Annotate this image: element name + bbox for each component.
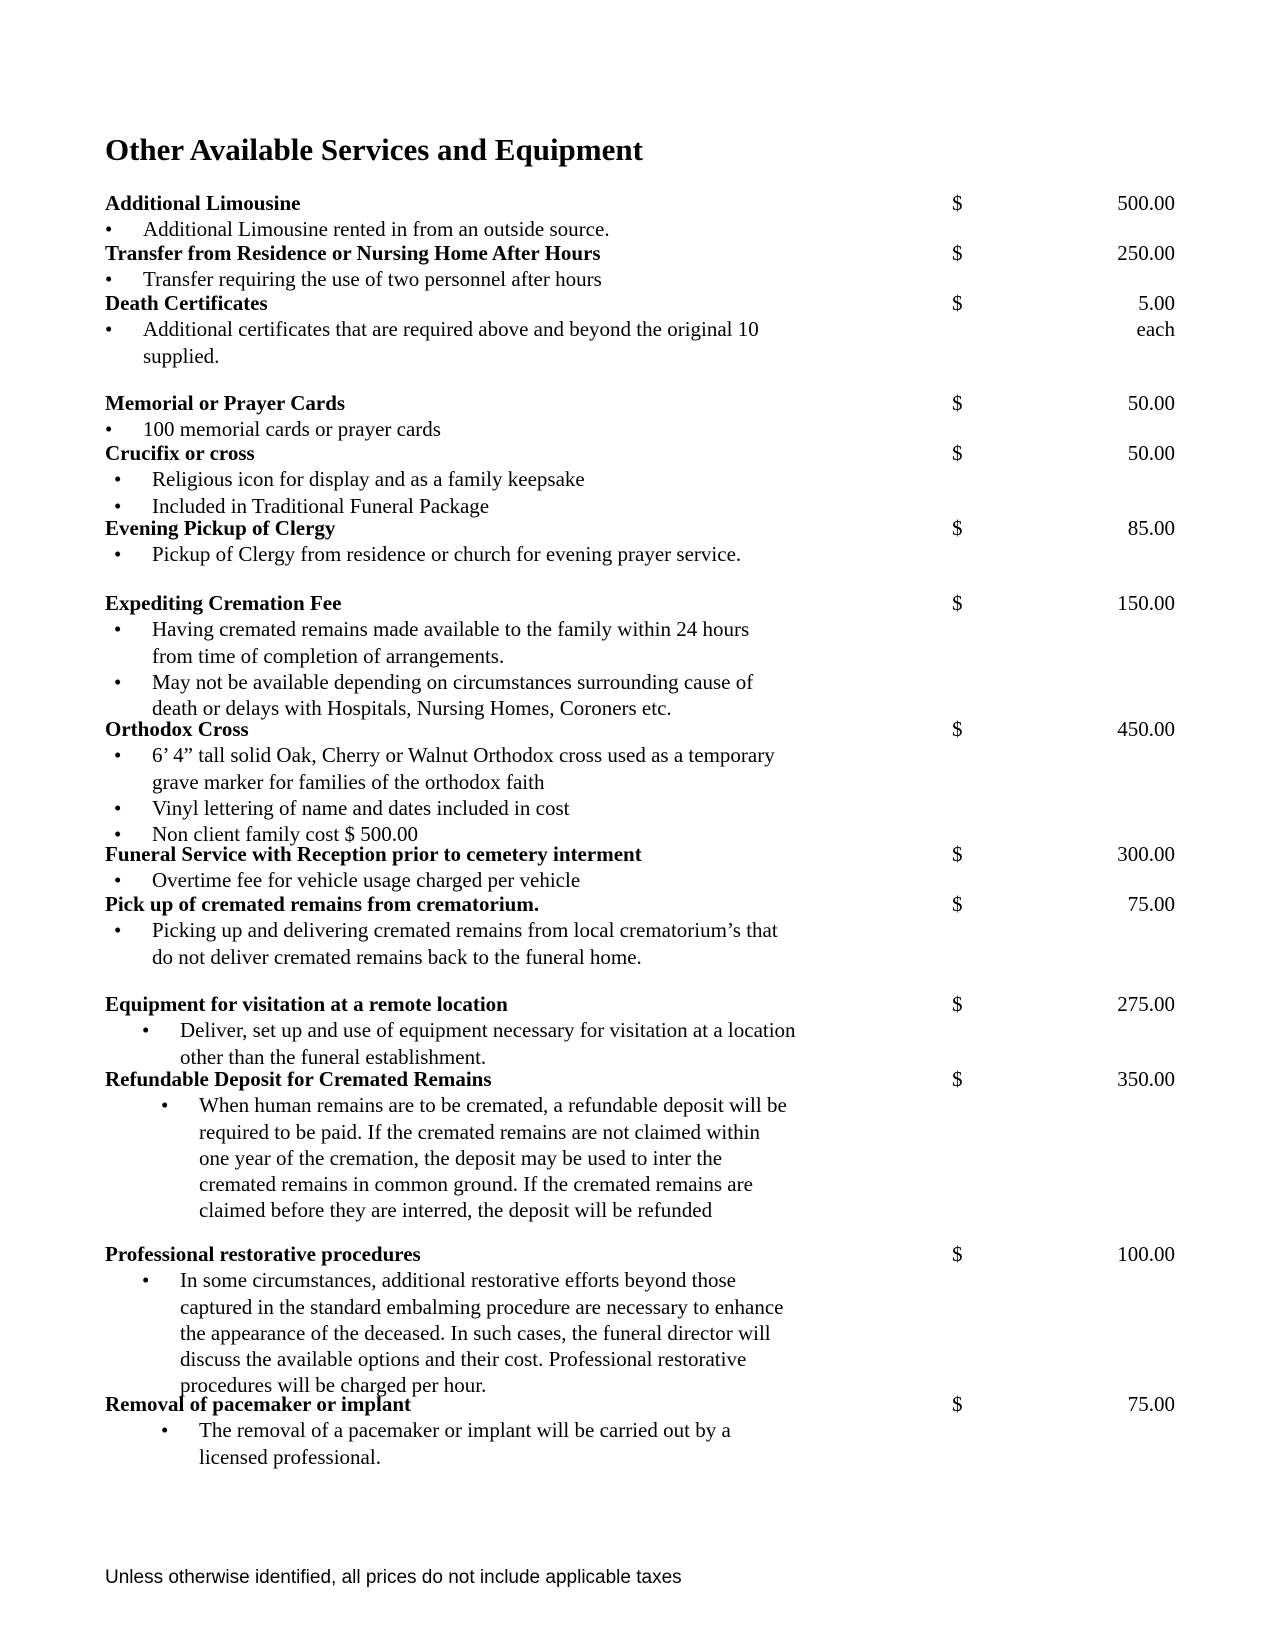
service-details	[105, 742, 1175, 847]
bullet-icon: •	[114, 743, 122, 768]
detail-text: Overtime fee for vehicle usage charged per vehicle	[152, 868, 581, 893]
service-name: Memorial or Prayer Cards	[105, 391, 346, 415]
detail-bullet	[105, 541, 1175, 567]
service-item	[105, 290, 1175, 369]
service-price: 75.00	[1127, 1392, 1175, 1416]
detail-text: Included in Traditional Funeral Package	[152, 493, 490, 518]
detail-text: In some circumstances, additional restorative efforts beyond those captured in the standard embalming procedure are necessary to enhance the appearance of the deceased. In such cases, the funeral director will discuss the available options and their cost. Professional restorative procedures will be charged per hour.	[180, 1268, 784, 1398]
service-name: Professional restorative procedures	[105, 1242, 421, 1266]
bullet-icon: •	[114, 542, 122, 567]
detail-text: Additional Limousine rented in from an outside source.	[143, 217, 610, 242]
service-price: 100.00	[1117, 1242, 1175, 1266]
service-header	[105, 891, 1175, 917]
detail-text: Having cremated remains made available to the family within 24 hours from time of completion of arrangements.	[152, 617, 750, 668]
service-details	[105, 917, 1175, 970]
service-header	[105, 991, 1175, 1017]
service-details	[105, 266, 1175, 292]
detail-bullet	[105, 1092, 1175, 1223]
detail-bullet	[105, 616, 1175, 669]
detail-text: Transfer requiring the use of two personnel after hours	[143, 267, 602, 292]
service-name: Crucifix or cross	[105, 441, 255, 465]
currency-symbol: $	[952, 191, 963, 215]
detail-text: The removal of a pacemaker or implant will be carried out by a licensed professional.	[199, 1418, 731, 1469]
service-details	[105, 1017, 1175, 1070]
detail-text: Non client family cost $ 500.00	[152, 822, 418, 847]
bullet-icon: •	[114, 822, 122, 847]
detail-text: 100 memorial cards or prayer cards	[143, 417, 441, 442]
service-header	[105, 240, 1175, 266]
bullet-icon: •	[105, 267, 113, 292]
service-details	[105, 1092, 1175, 1223]
service-header	[105, 515, 1175, 541]
bullet-icon: •	[142, 1018, 150, 1043]
service-item	[105, 1066, 1175, 1224]
detail-text: Additional certificates that are required above and beyond the original 10 supplied.	[143, 317, 759, 368]
service-name: Equipment for visitation at a remote location	[105, 992, 508, 1016]
service-header	[105, 1066, 1175, 1092]
service-item	[105, 440, 1175, 519]
service-header	[105, 440, 1175, 466]
service-price: 50.00	[1127, 391, 1175, 415]
service-name: Refundable Deposit for Cremated Remains	[105, 1067, 492, 1091]
service-details	[105, 466, 1175, 519]
currency-symbol: $	[952, 992, 963, 1016]
currency-symbol: $	[952, 291, 963, 315]
service-name: Removal of pacemaker or implant	[105, 1392, 412, 1416]
service-price: 150.00	[1117, 591, 1175, 615]
service-item	[105, 891, 1175, 970]
bullet-icon: •	[114, 467, 122, 492]
service-price: 500.00	[1117, 191, 1175, 215]
service-price: 85.00	[1127, 516, 1175, 540]
detail-bullet	[105, 416, 1175, 442]
service-details	[105, 216, 1175, 242]
bullet-icon: •	[114, 918, 122, 943]
detail-text: Pickup of Clergy from residence or church for evening prayer service.	[152, 542, 742, 567]
detail-text: May not be available depending on circumstances surrounding cause of death or delays with Hospitals, Nursing Homes, Coroners etc.	[152, 669, 754, 721]
service-name: Evening Pickup of Clergy	[105, 516, 336, 540]
service-details	[105, 541, 1175, 567]
service-item	[105, 590, 1175, 721]
bullet-icon: •	[105, 317, 113, 342]
currency-symbol: $	[952, 391, 963, 415]
currency-symbol: $	[952, 892, 963, 916]
service-price: 50.00	[1127, 441, 1175, 465]
price-unit: each	[1136, 317, 1175, 342]
detail-text: 6’ 4” tall solid Oak, Cherry or Walnut Orthodox cross used as a temporary grave marker for families of the orthodox faith	[152, 743, 775, 794]
service-header	[105, 590, 1175, 616]
service-details	[105, 867, 1175, 893]
detail-bullet	[105, 669, 1175, 722]
service-item	[105, 190, 1175, 243]
service-price: 5.00	[1138, 291, 1175, 315]
service-header	[105, 290, 1175, 342]
service-item	[105, 515, 1175, 568]
service-item	[105, 1391, 1175, 1470]
currency-symbol: $	[952, 441, 963, 465]
currency-symbol: $	[952, 516, 963, 540]
service-header	[105, 1391, 1175, 1417]
service-name: Funeral Service with Reception prior to cemetery interment	[105, 842, 642, 866]
detail-bullet	[105, 742, 1175, 795]
detail-bullet	[105, 266, 1175, 292]
service-name: Expediting Cremation Fee	[105, 591, 342, 615]
service-price: 450.00	[1117, 717, 1175, 741]
currency-symbol: $	[952, 717, 963, 741]
service-details	[105, 1417, 1175, 1470]
detail-bullet	[105, 466, 1175, 492]
currency-symbol: $	[952, 842, 963, 866]
service-header	[105, 841, 1175, 867]
detail-bullet	[105, 1267, 1175, 1398]
detail-bullet	[105, 795, 1175, 821]
service-price: 250.00	[1117, 241, 1175, 265]
detail-bullet	[105, 316, 1175, 369]
bullet-icon: •	[105, 417, 113, 442]
currency-symbol: $	[952, 241, 963, 265]
currency-symbol: $	[952, 1242, 963, 1266]
service-name: Death Certificates	[105, 291, 268, 315]
detail-text: When human remains are to be cremated, a refundable deposit will be required to be paid. If the cremated remains are not claimed within one year of the cremation, the deposit may be used to inter the cremated remains in common ground. If the cremated remains are claimed before they are interred, the deposit will be refunded	[199, 1093, 787, 1223]
bullet-icon: •	[161, 1093, 169, 1118]
service-price: 275.00	[1117, 992, 1175, 1016]
service-price: 300.00	[1117, 842, 1175, 866]
bullet-icon: •	[114, 868, 122, 893]
detail-text: Deliver, set up and use of equipment necessary for visitation at a location other than the funeral establishment.	[180, 1018, 796, 1069]
service-price: 350.00	[1117, 1067, 1175, 1091]
detail-text: Picking up and delivering cremated remains from local crematorium’s that do not deliver cremated remains back to the funeral home.	[152, 918, 778, 969]
service-header	[105, 390, 1175, 416]
service-item	[105, 716, 1175, 847]
service-name: Pick up of cremated remains from crematorium.	[105, 892, 540, 916]
currency-symbol: $	[952, 1067, 963, 1091]
bullet-icon: •	[114, 669, 122, 694]
detail-bullet	[105, 917, 1175, 970]
bullet-icon: •	[105, 217, 113, 242]
bullet-icon: •	[114, 795, 122, 820]
service-name: Orthodox Cross	[105, 717, 249, 741]
service-name: Additional Limousine	[105, 191, 301, 215]
detail-bullet	[105, 1417, 1175, 1470]
detail-bullet	[105, 867, 1175, 893]
service-details	[105, 616, 1175, 721]
service-item	[105, 1241, 1175, 1399]
tax-footnote: Unless otherwise identified, all prices do not include applicable taxes	[105, 1567, 682, 1588]
service-name: Transfer from Residence or Nursing Home After Hours	[105, 241, 601, 265]
detail-text: Vinyl lettering of name and dates included in cost	[152, 795, 570, 820]
bullet-icon: •	[161, 1418, 169, 1443]
bullet-icon: •	[142, 1268, 150, 1293]
service-item	[105, 240, 1175, 293]
service-header	[105, 1241, 1175, 1267]
detail-text: Religious icon for display and as a family keepsake	[152, 467, 585, 492]
service-price: 75.00	[1127, 892, 1175, 916]
service-header	[105, 190, 1175, 216]
currency-symbol: $	[952, 591, 963, 615]
service-details	[105, 1267, 1175, 1398]
service-item	[105, 991, 1175, 1070]
currency-symbol: $	[952, 1392, 963, 1416]
bullet-icon: •	[114, 493, 122, 518]
service-details	[105, 416, 1175, 442]
service-details	[105, 316, 1175, 369]
page-title: Other Available Services and Equipment	[105, 132, 643, 167]
bullet-icon: •	[114, 617, 122, 642]
service-item	[105, 390, 1175, 443]
detail-bullet	[105, 1017, 1175, 1070]
service-item	[105, 841, 1175, 894]
service-header	[105, 716, 1175, 742]
detail-bullet	[105, 216, 1175, 242]
